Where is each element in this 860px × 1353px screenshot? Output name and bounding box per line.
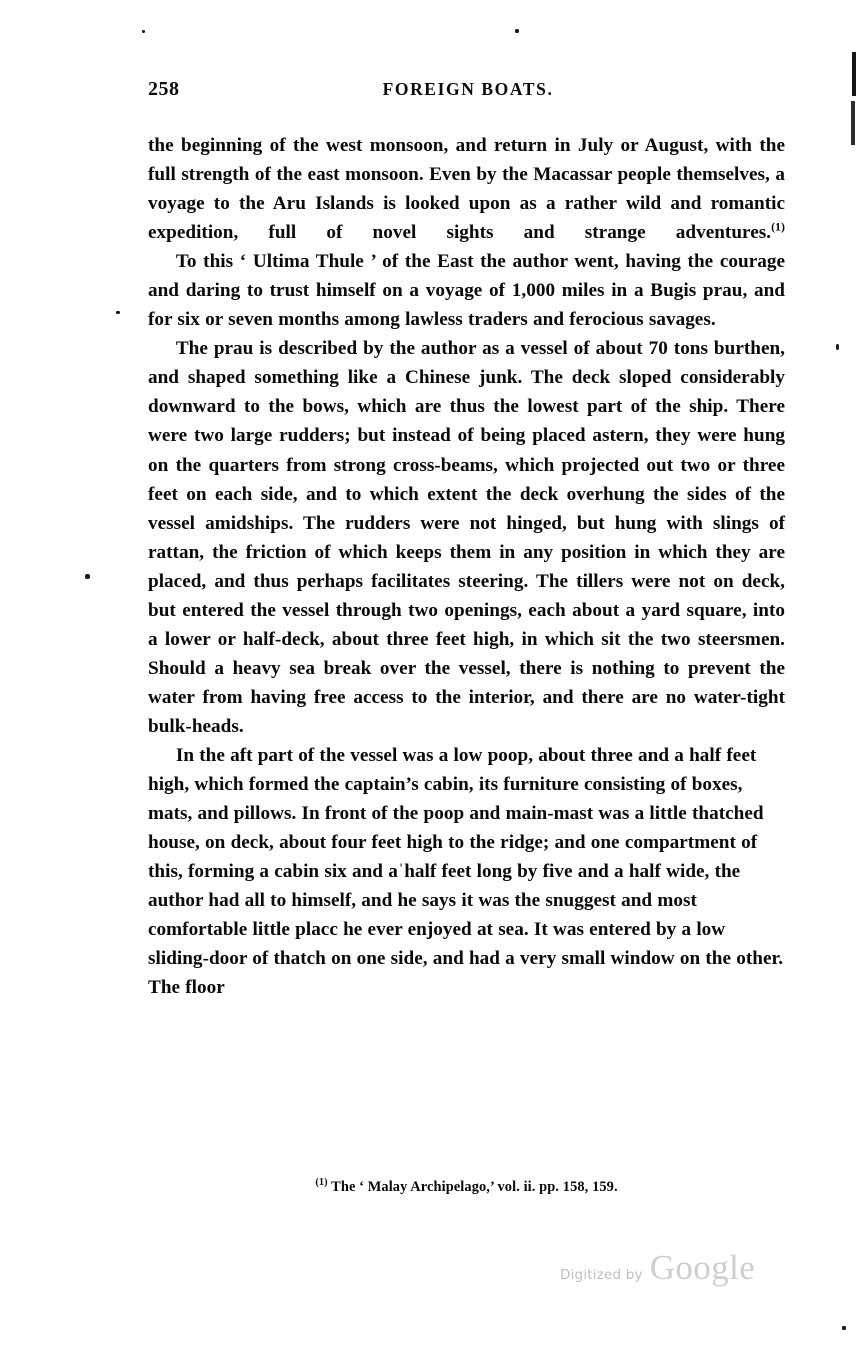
- paragraph-4: In the aft part of the vessel was a low poop, about three and a half feet high, which formed the captain’s cabin, its furniture consisting of boxes, mats, and pillows. In front of the poop and main-mast was a little thatched house, on deck, about four feet high to the ridge; and one compartment of this, forming a cabin six and aˈhalf feet long by five and a half wide, the author had all to himself, and he says it was the snuggest and most comfortable little placc he ever enjoyed at sea. It was entered by a low sliding-door of thatch on one side, and had a very small window on the other. The floor: [148, 744, 784, 999]
- footnote: [148, 1179, 785, 1196]
- watermark-prefix: Digitized by: [560, 1267, 643, 1283]
- scan-speck: [85, 574, 90, 579]
- paragraph-3: The prau is described by the author as a vessel of about 70 tons burthen, and shaped something like a Chinese junk. The deck sloped considerably downward to the bows, which are thus the lowest part of the ship. There were two large rudders; but instead of being placed astern, they were hung on the quarters from strong cross-beams, which projected out two or three feet on each side, and to which extent the deck overhung the sides of the vessel amidships. The rudders were not hinged, but hung with slings of rattan, the friction of which keeps them in any position in which they are placed, and thus perhaps facilitates steering. The tillers were not on deck, but entered the vessel through two openings, each about a yard square, into a lower or half-deck, about three feet high, in which sit the two steersmen. Should a heavy sea break over the vessel, there is nothing to prevent the water from having free access to the interior, and there are no water-tight bulk-heads.: [148, 338, 785, 737]
- digitized-by-watermark: [560, 1248, 755, 1288]
- scan-speck: [116, 311, 120, 314]
- running-head: [148, 78, 788, 102]
- paragraph-1-text: the beginning of the west monsoon, and return in July or August, with the full strength of the east monsoon. Even by the Macassar people themselves, a voyage to the Aru Islands is looked upon as a rather wild and romantic expedition, full of novel sights and strange adventures.: [148, 135, 785, 244]
- scan-artifact-edge-bar: [852, 52, 856, 96]
- footnote-text: The ‘ Malay Archipelago,’ vol. ii. pp. 158, 159.: [331, 1179, 618, 1195]
- paragraph-1: [148, 131, 785, 247]
- scan-artifact-edge-bar-lower: [851, 101, 855, 145]
- running-head-title: FOREIGN BOATS.: [382, 79, 554, 99]
- footnote-reference-marker: (1): [771, 219, 785, 234]
- scan-speck: [142, 30, 145, 33]
- page-number: 258: [148, 78, 180, 100]
- body-text-column: [148, 131, 785, 1002]
- scan-speck: [836, 344, 839, 350]
- scan-speck: [515, 29, 519, 33]
- paragraph-2: To this ‘ Ultima Thule ’ of the East the author went, having the courage and daring to trust himself on a voyage of 1,000 miles in a Bugis prau, and for six or seven months among lawless traders and ferocious savages.: [148, 251, 785, 331]
- scan-speck: [842, 1326, 846, 1330]
- watermark-brand: Google: [649, 1248, 756, 1287]
- footnote-marker: (1): [315, 1177, 328, 1189]
